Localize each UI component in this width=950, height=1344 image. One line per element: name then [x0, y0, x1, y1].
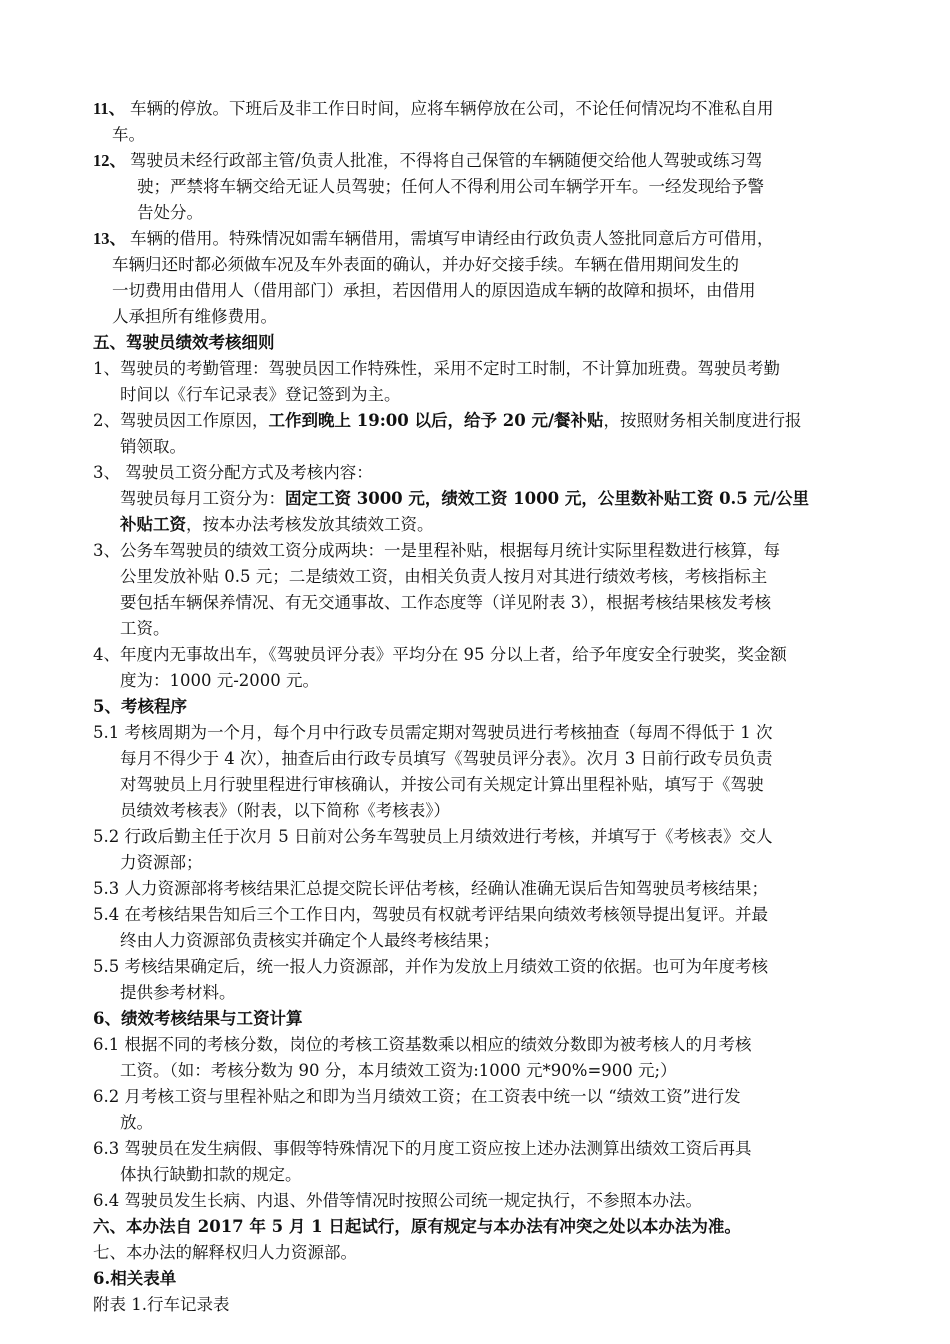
calc-6-1-line-1: 6.1 根据不同的考核分数，岗位的考核工资基数乘以相应的绩效分数即为被考核人的月考核 — [93, 1035, 752, 1054]
proc-5-2-line-2: 力资源部； — [120, 853, 203, 872]
s5-p3-text-a: 驾驶员每月工资分为： — [120, 489, 285, 508]
proc-5-1-line-4: 员绩效考核表》（附表，以下简称《考核表》） — [120, 801, 450, 820]
item-11-line-1: 车辆的停放。下班后及非工作日时间，应将车辆停放在公司，不论任何情况均不准私自用 — [130, 99, 774, 118]
s5-p2-line-2: 销领取。 — [120, 437, 186, 456]
s5-p1-line-1: 1、驾驶员的考勤管理：驾驶员因工作特殊性，采用不定时工时制，不计算加班费。驾驶员考勤 — [93, 359, 780, 378]
proc-5-4-line-2: 终由人力资源部负责核实并确定个人最终考核结果； — [120, 931, 500, 950]
proc-5-1-line-3: 对驾驶员上月行驶里程进行审核确认，并按公司有关规定计算出里程补贴，填写于《驾驶 — [120, 775, 764, 794]
proc-5-1-line-1: 5.1 考核周期为一个月，每个月中行政专员需定期对驾驶员进行考核抽查（每周不得低于 1 次 — [93, 723, 773, 742]
section-5-heading: 五、驾驶员绩效考核细则 — [93, 333, 275, 352]
s5-p2-line-1 — [93, 408, 801, 434]
s5-p3-line-3 — [120, 512, 434, 538]
s5-p3-bold-2: 补贴工资 — [120, 515, 186, 534]
s5-p4-line-4: 工资。 — [120, 619, 170, 638]
item-13-line-2: 车辆归还时都必须做车况及车外表面的确认，并办好交接手续。车辆在借用期间发生的 — [112, 255, 739, 274]
procedure-heading: 5、考核程序 — [93, 697, 187, 716]
s5-p4-line-2: 公里发放补贴 0.5 元；二是绩效工资，由相关负责人按月对其进行绩效考核，考核指标主 — [120, 567, 768, 586]
s5-p3-text-b: ，按本办法考核发放其绩效工资。 — [186, 515, 434, 534]
forms-heading: 6.相关表单 — [93, 1269, 177, 1288]
s5-p5-line-2: 度为：1000 元-2000 元。 — [120, 671, 320, 690]
s5-p4-line-1: 3、公务车驾驶员的绩效工资分成两块：一是里程补贴，根据每月统计实际里程数进行核算，每 — [93, 541, 780, 560]
calc-6-2-line-2: 放。 — [120, 1113, 153, 1132]
item-12-line-3: 告处分。 — [137, 203, 203, 222]
item-12-line-1: 驾驶员未经行政部主管/负责人批准，不得将自己保管的车辆随便交给他人驾驶或练习驾 — [130, 151, 763, 170]
item-13-line-1: 车辆的借用。特殊情况如需车辆借用，需填写申请经由行政负责人签批同意后方可借用， — [130, 229, 774, 248]
calc-6-2-line-1: 6.2 月考核工资与里程补贴之和即为当月绩效工资；在工资表中统一以 “绩效工资”进行发 — [93, 1087, 741, 1106]
item-13-line-3: 一切费用由借用人（借用部门）承担，若因借用人的原因造成车辆的故障和损坏，由借用 — [112, 281, 756, 300]
proc-5-3-line-1: 5.3 人力资源部将考核结果汇总提交院长评估考核，经确认准确无误后告知驾驶员考核结果； — [93, 879, 768, 898]
calc-heading: 6、绩效考核结果与工资计算 — [93, 1009, 303, 1028]
s5-p1-line-2: 时间以《行车记录表》登记签到为主。 — [120, 385, 401, 404]
s5-p5-line-1: 4、年度内无事故出车，《驾驶员评分表》平均分在 95 分以上者，给予年度安全行驶奖，奖金额 — [93, 645, 787, 664]
item-13-line-4: 人承担所有维修费用。 — [112, 307, 277, 326]
s5-p4-line-3: 要包括车辆保养情况、有无交通事故、工作态度等（详见附表 3），根据考核结果核发考核 — [120, 593, 771, 612]
proc-5-5-line-1: 5.5 考核结果确定后，统一报人力资源部，并作为发放上月绩效工资的依据。也可为年度考核 — [93, 957, 768, 976]
item-12-number: 12、 — [93, 151, 126, 170]
calc-6-1-line-2: 工资。（如：考核分数为 90 分，本月绩效工资为:1000 元*90%=900 元;） — [120, 1061, 677, 1080]
calc-6-4-line-1: 6.4 驾驶员发生长病、内退、外借等情况时按照公司统一规定执行，不参照本办法。 — [93, 1191, 702, 1210]
proc-5-2-line-1: 5.2 行政后勤主任于次月 5 日前对公务车驾驶员上月绩效进行考核，并填写于《考核表》交人 — [93, 827, 773, 846]
calc-6-3-line-2: 体执行缺勤扣款的规定。 — [120, 1165, 302, 1184]
attachment-1: 附表 1.行车记录表 — [93, 1295, 230, 1314]
item-11-line-2: 车。 — [112, 125, 145, 144]
s5-p2-text-a: 2、驾驶员因工作原因， — [93, 411, 269, 430]
item-12-line-2: 驶；严禁将车辆交给无证人员驾驶；任何人不得利用公司车辆学开车。一经发现给予警 — [137, 177, 764, 196]
proc-5-5-line-2: 提供参考材料。 — [120, 983, 236, 1002]
s5-p3-line-2 — [120, 486, 809, 512]
s5-p2-text-b: ，按照财务相关制度进行报 — [603, 411, 802, 430]
article-seven: 七、本办法的解释权归人力资源部。 — [93, 1243, 357, 1262]
s5-p3-bold: 固定工资 3000 元，绩效工资 1000 元，公里数补贴工资 0.5 元/公里 — [285, 489, 810, 508]
s5-p3-line-1: 3、 驾驶员工资分配方式及考核内容： — [93, 463, 373, 482]
s5-p2-bold: 工作到晚上 19:00 以后，给予 20 元/餐补贴 — [268, 411, 604, 430]
calc-6-3-line-1: 6.3 驾驶员在发生病假、事假等特殊情况下的月度工资应按上述办法测算出绩效工资后再具 — [93, 1139, 752, 1158]
item-13-number: 13、 — [93, 229, 126, 248]
item-11-number: 11、 — [93, 99, 126, 118]
proc-5-1-line-2: 每月不得少于 4 次），抽查后由行政专员填写《驾驶员评分表》。次月 3 日前行政专员负责 — [120, 749, 773, 768]
article-six: 六、本办法自 2017 年 5 月 1 日起试行，原有规定与本办法有冲突之处以本办法为准。 — [93, 1217, 741, 1236]
proc-5-4-line-1: 5.4 在考核结果告知后三个工作日内，驾驶员有权就考评结果向绩效考核领导提出复评。并最 — [93, 905, 768, 924]
